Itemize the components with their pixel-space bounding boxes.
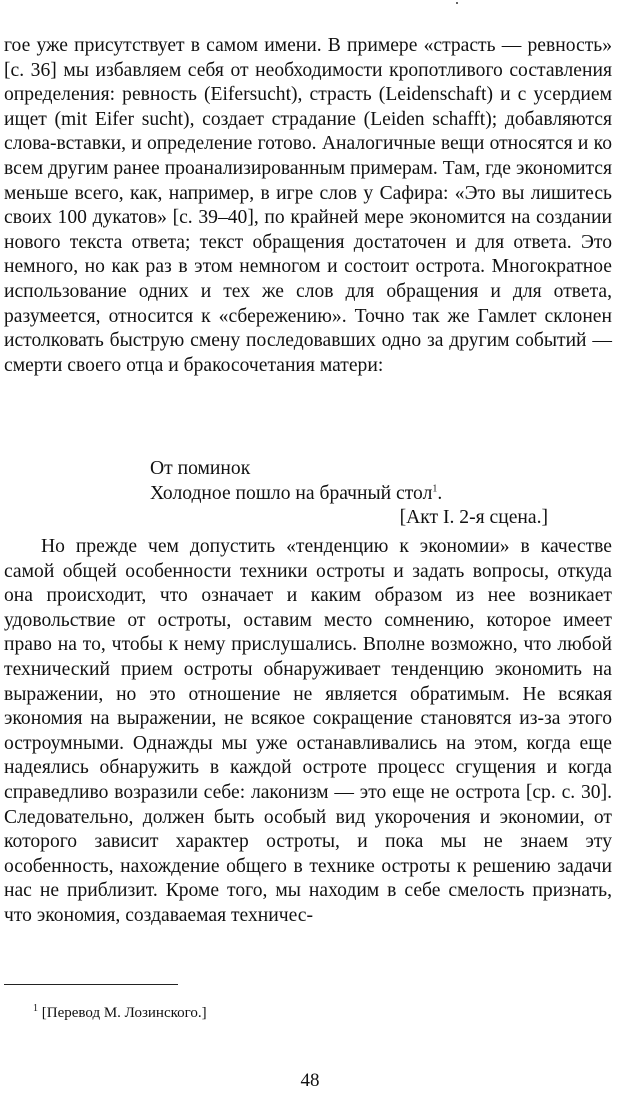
footnote-reference: 1	[432, 483, 438, 495]
verse-line-1: От поминок	[150, 458, 251, 479]
verse-line-2: Холодное пошло на брачный стол$^1$.	[150, 482, 443, 504]
verse-quote	[150, 457, 550, 531]
page-number: 48	[300, 1070, 320, 1091]
verse-reference: [Акт I. 2-я сцена.]	[399, 507, 548, 529]
footnote-text: [Перевод М. Лозинского.]	[38, 1005, 207, 1021]
paragraph-1: гое уже присутствует в самом имени. В примере «страсть — ревность» [с. 36] мы избавляем себя от необходимости кропотливого составления определения: ревность (Eifersucht), страсть (Leidenschaft) и с усердием ищет (mit Eifer sucht), создает страдание (Leiden schafft); добавляются слова-вставки, и определение готово. Аналогичные вещи относятся и ко всем другим ранее проанализированным примерам. Там, где экономится меньше всего, как, например, в игре слов у Сафира: «Это вы лишитесь своих 100 дукатов» [с. 39–40], по крайней мере экономится на создании нового текста ответа; текст обращения достаточен и для ответа. Это немного, но как раз в этом немногом и состоит острота. Многократное использование одних и тех же слов для обращения и для ответа, разумеется, относится к «сбережению». Точно так же Гамлет склонен истолковать быструю смену последовавших одно за другим событий — смерти своего отца и бракосочетания матери:	[4, 35, 612, 376]
verse-line-2-text: Холодное пошло на брачный стол	[150, 482, 433, 504]
speck-mark	[456, 2, 458, 4]
footnote-mark: 1	[33, 1003, 38, 1014]
footnote	[33, 1004, 207, 1022]
paragraph-2: Но прежде чем допустить «тенденцию к экономии» в качестве самой общей особенности техники остроты и задать вопросы, откуда она происходит, что означает и каким образом из нее возникает удовольствие от остроты, оставим место сомнению, которое имеет право на то, чтобы к нему прислушались. Вполне возможно, что любой технический прием остроты обнаруживает тенденцию экономить на выражении, но это отношение не является обратимым. Не всякая экономия на выражении, не всякое сокращение становятся из-за этого остроумными. Однажды мы уже останавливались на этом, когда еще надеялись обнаружить в каждой остроте процесс сгущения и когда справедливо возразили себе: лаконизм — это еще не острота [ср. с. 30]. Следовательно, должен быть особый вид укорочения и экономии, от которого зависит характер остроты, и пока мы не знаем эту особенность, нахождение общего в технике остроты к решению задачи нас не приблизит. Кроме того, мы находим в себе смелость признать, что экономия, создаваемая техничес-	[4, 536, 612, 926]
footnote-divider	[4, 984, 178, 985]
